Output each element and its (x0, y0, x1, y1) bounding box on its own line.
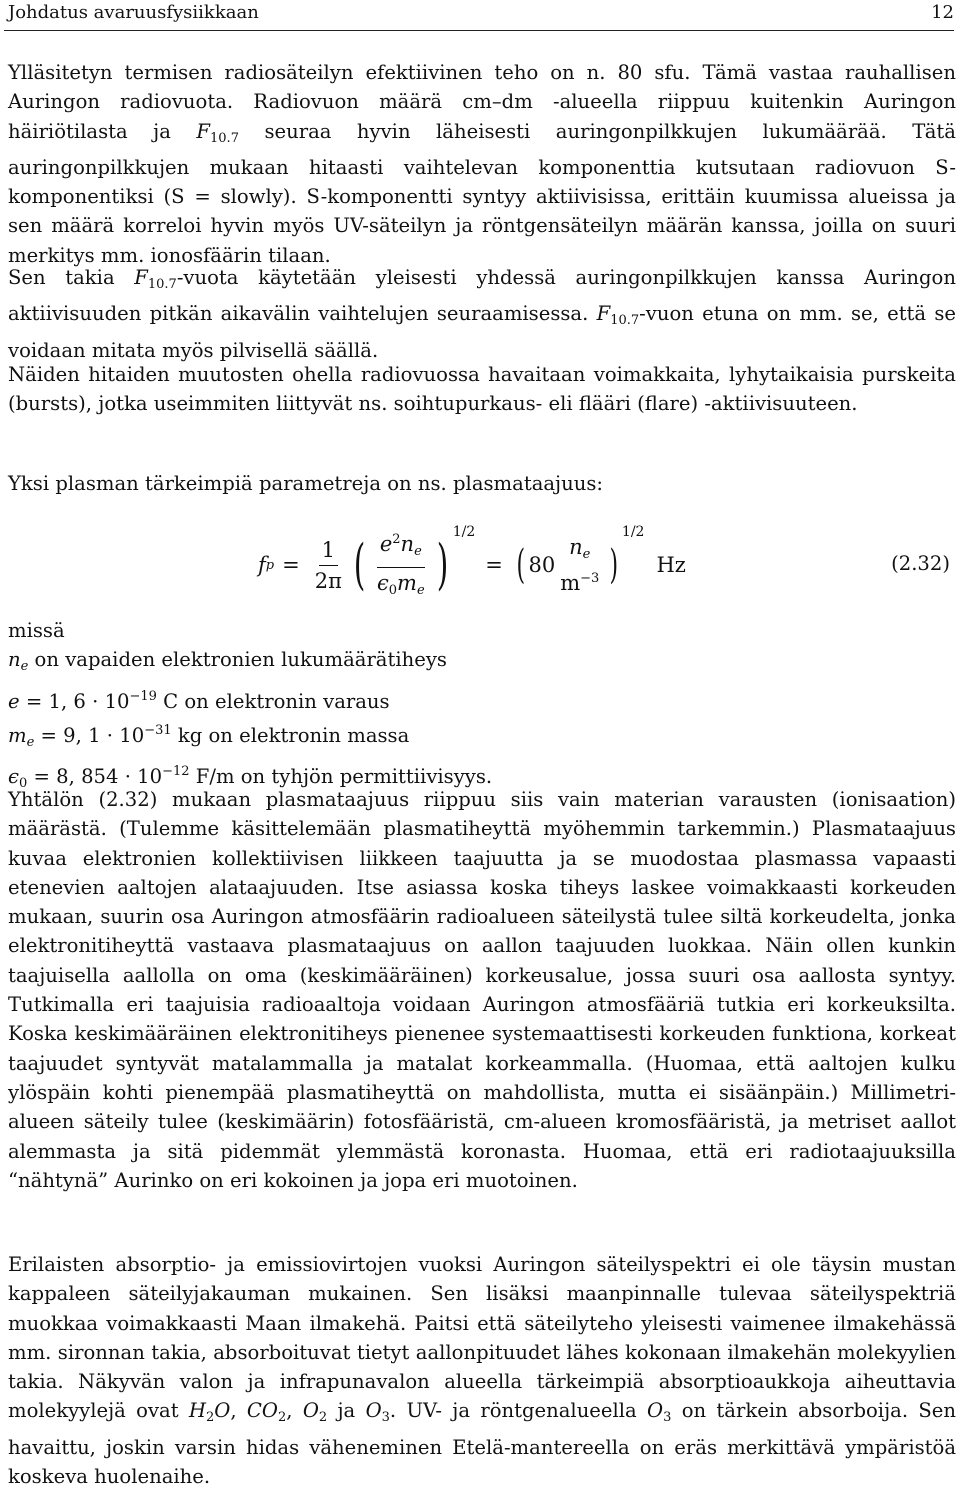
paragraph-5: Yhtälön (2.32) mukaan plasmataajuus riippuu siis vain materian varausten (ionisaation) määrästä. (Tulemme käsittelemään plasmatiheyttä myöhemmin tarkemmin.) Plasmataajuus kuvaa elektronien kollektiivisen liikkeen taajuutta ja se muodostaa plasmassa vapaasti etenevien aaltojen alataajuuden. Itse asiassa koska tiheys laskee voimakkaasti korkeuden mukaan, suurin osa Auringon atmosfäärin radioalueen säteilystä tulee siltä korkeudelta, jonka elektronitiheyttä vastaava plasmataajuus on aallon taajuuden luokkaa. Näin ollen kunkin taajuisella aallolla on oma (keskimääräinen) korkeusalue, jossa suuri osa aallosta syntyy. Tutkimalla eri taajuisia radioaaltoja voidaan Auringon atmosfääriä tutkia eri korkeuksilta. Koska keskimääräinen elektronitiheys pienenee systemaattisesti korkeuden funktiona, korkeat taajuudet syntyvät matalammalla ja matalat korkeammalla. (Huomaa, että aaltojen kulku ylöspäin kohti pienempää plasmatiheyttä on mahdollista, mutta ei sisäänpäin.) Millimetri-alueen säteily tulee (keskimäärin) fotosfääristä, cm-alueen kromosfääristä, ja metriset aallot alemmasta ja sitä pidemmät ylemmästä koronasta. Huomaa, että eri radiotaajuuksilla “nähtynä” Aurinko on eri kokoinen ja jopa eri muotoinen. (8, 788, 956, 1192)
paragraph-1: Ylläsitetyn termisen radiosäteilyn efektiivinen teho on n. 80 sfu. Tämä vastaa rauhallisen Auringon radiovuota. Radiovuon määrä cm–dm -alueella riippuu kuitenkin Auringon häiriötilasta ja $F_{10.7}$ seuraa hyvin läheisesti auringonpilkkujen lukumäärää. Tätä auringonpilkkujen mukaan hitaasti vaihtelevan komponenttia kutsutaan radiovuon S-komponentiksi (S = slowly). S-komponentti syntyy aktiivisissa, erittäin kuumissa alueissa ja sen määrä korreloi hyvin myös UV-säteilyn ja röntgensäteilyn määrän kanssa, joilla on suuri merkitys mm. ionosfäärin tilaan. (8, 61, 956, 267)
variable-definitions: missä $n_e$ on vapaiden elektronien lukumäärätiheys e = 1, $6 \cdot 10^{-19}$ C on elektronin varaus $m_e = 9$, $1 \cdot 10^{-31}$ kg on elektronin massa $\epsilon_0 = 8$, $854 \cdot 10^{-12}$ F/m on tyhjön permittiivisyys. (8, 616, 956, 798)
fraction-e2n-over-eps-m: $\frac{e^2n_e}{\epsilon_0m_e}$ (374, 527, 428, 604)
equation-number: (2.32) (891, 552, 950, 575)
header-title: Johdatus avaruusfysiikkaan (8, 2, 259, 23)
paragraph-4: Yksi plasman tärkeimpiä parametreja on ns. plasmataajuus: (8, 472, 604, 495)
def-e: e = 1, $6 \cdot 10^{-19}$ C on elektronin varaus (8, 688, 390, 713)
fraction-n-over-m3: $n_e$ $m^{-3}$ (560, 535, 600, 595)
running-header (4, 0, 954, 31)
paragraph-2: Sen takia $F_{10.7}$-vuota käytetään yleisesti yhdessä auringonpilkkujen kanssa Auringon aktiivisuuden pitkän aikavälin vaihtelujen seuraamisessa. $F_{10.7}$-vuon etuna on mm. se, että se voidaan mitata myös pilvisellä säällä. (8, 266, 956, 362)
paragraph-6: Erilaisten absorptio- ja emissiovirtojen vuoksi Auringon säteilyspektri ei ole täysin mustan kappaleen säteilyjakauman mukainen. Sen lisäksi maanpinnalle tulevaa säteilyspektriä muokkaa voimakkaasti Maan ilmakehä. Paitsi että säteilyteho yleisesti vaimenee ilmakehässä mm. sironnan takia, absorboituvat tietyt aallonpituudet lähes kokonaan ilmakehän molekyylien takia. Näkyvän valon ja infrapunavalon alueella tärkeimpiä absorptioaukkoja aiheuttavia molekyylejä ovat $H_2O$, $CO_2$, $O_2$ ja $O_3$. UV- ja röntgenalueella $O_3$ on tärkein absorboija. Sen havaittu, joskin varsin hidas väheneminen Etelä-mantereella on eräs merkittävä ympäristöä koskeva huolenaihe. (8, 1253, 956, 1489)
plasma-frequency-equation: f p = $\frac{1}{2\pi}$ ( $\frac{e^2n_e}{\epsilon_0m_e}$ ) 1/2 = ( 80 $n_e$ $m^{-3}$ ) 1/2 Hz (2.32) (4, 520, 954, 610)
page-number: 12 (931, 2, 954, 23)
def-ne: $n_e$ on vapaiden elektronien lukumäärätiheys (8, 648, 447, 675)
def-me: $m_e = 9$, $1 \cdot 10^{-31}$ kg on elektronin massa (8, 722, 410, 750)
paragraph-3: Näiden hitaiden muutosten ohella radiovuossa havaitaan voimakkaita, lyhytaikaisia purskeita (bursts), jotka useimmiten liittyvät ns. soihtupurkaus- eli flääri (flare) -aktiivisuuteen. (8, 363, 956, 416)
def-eps0: $\epsilon_0 = 8$, $854 \cdot 10^{-12}$ F/m on tyhjön permittiivisyys. (8, 764, 493, 792)
fraction-1-over-2pi: $\frac{1}{2\pi}$ (314, 537, 342, 593)
